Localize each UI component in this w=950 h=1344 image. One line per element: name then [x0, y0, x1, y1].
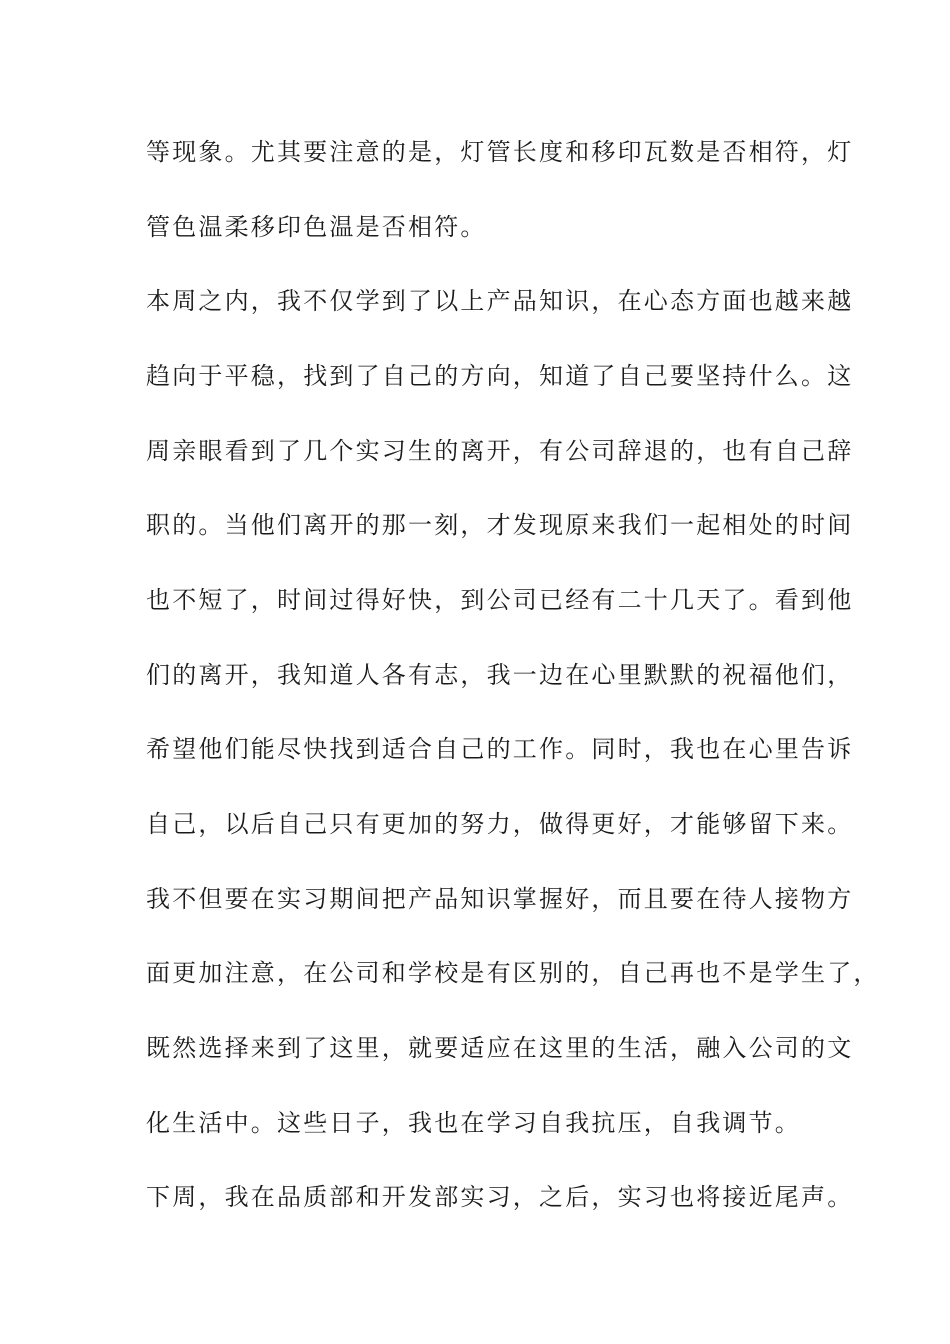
text-line: 们的离开，我知道人各有志，我一边在心里默默的祝福他们， [146, 661, 854, 689]
text-line: 既然选择来到了这里，就要适应在这里的生活，融入公司的文 [146, 1034, 854, 1062]
text-line: 本周之内，我不仅学到了以上产品知识，在心态方面也越来越 [146, 287, 854, 315]
text-line: 管色温柔移印色温是否相符。 [146, 213, 487, 241]
text-line: 趋向于平稳，找到了自己的方向，知道了自己要坚持什么。这 [146, 362, 854, 390]
text-line: 等现象。尤其要注意的是，灯管长度和移印瓦数是否相符，灯 [146, 138, 854, 166]
text-line: 化生活中。这些日子，我也在学习自我抗压，自我调节。 [146, 1109, 801, 1137]
text-line: 也不短了，时间过得好快，到公司已经有二十几天了。看到他 [146, 586, 854, 614]
text-line: 下周，我在品质部和开发部实习，之后，实习也将接近尾声。 [146, 1183, 854, 1211]
text-line: 周亲眼看到了几个实习生的离开，有公司辞退的，也有自己辞 [146, 437, 854, 465]
text-line: 自己，以后自己只有更加的努力，做得更好，才能够留下来。 [146, 810, 854, 838]
text-line: 职的。当他们离开的那一刻，才发现原来我们一起相处的时间 [146, 511, 854, 539]
text-line: 希望他们能尽快找到适合自己的工作。同时，我也在心里告诉 [146, 735, 854, 763]
text-line: 面更加注意，在公司和学校是有区别的，自己再也不是学生了， [146, 959, 880, 987]
text-line: 我不但要在实习期间把产品知识掌握好，而且要在待人接物方 [146, 885, 854, 913]
